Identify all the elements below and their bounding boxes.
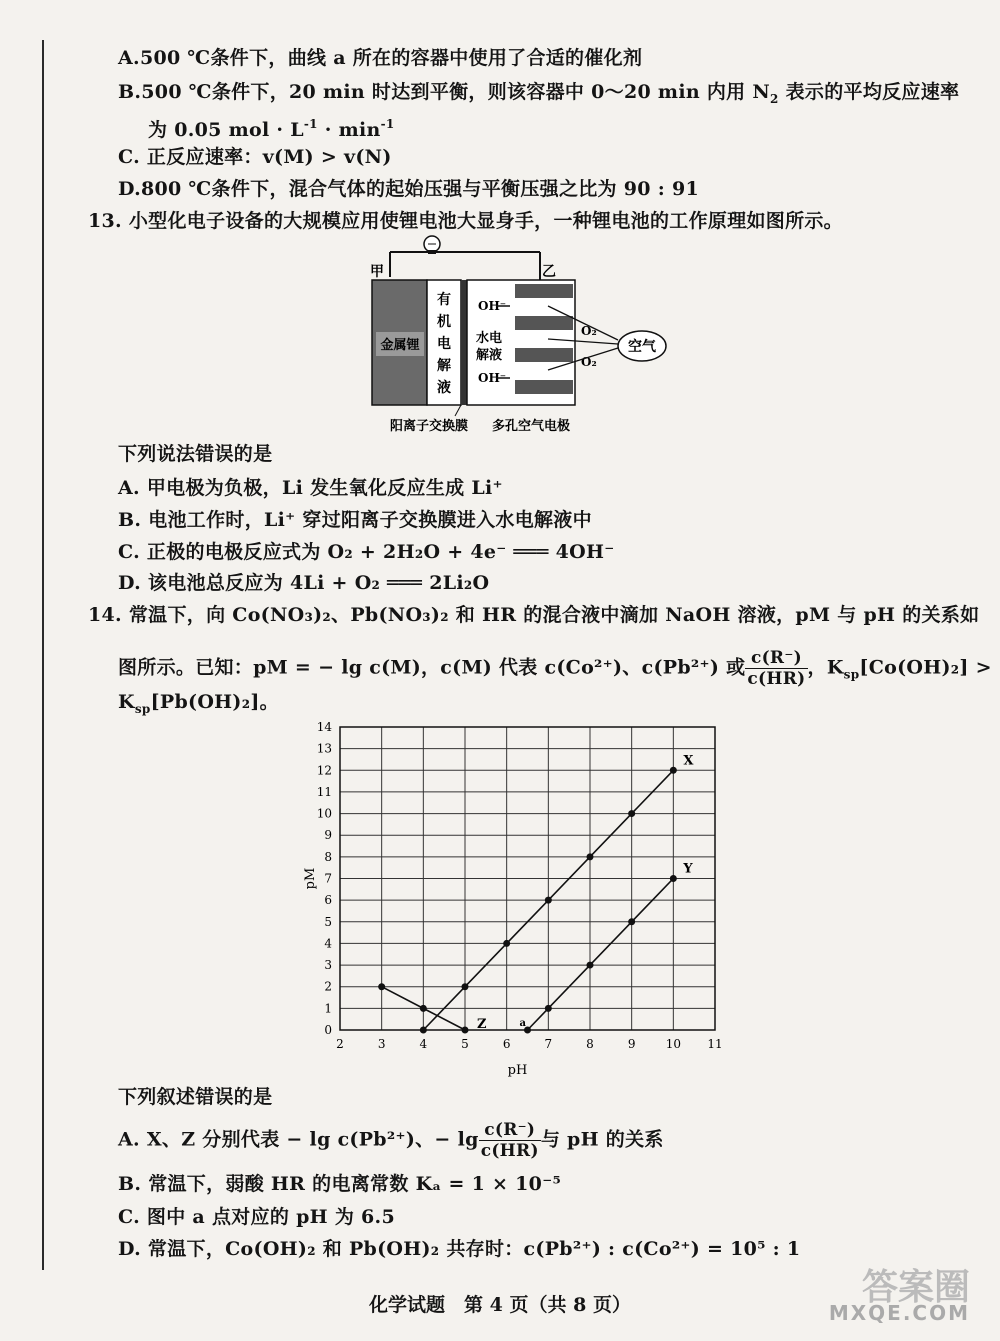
x-tick-label: 9	[627, 1037, 636, 1051]
y-tick-label: 3	[324, 958, 332, 973]
data-point-x	[545, 897, 552, 904]
q12-option-c: C. 正反应速率：v(M) > v(N)	[118, 146, 392, 168]
data-point-x	[462, 983, 469, 990]
q13-option-c: C. 正极的电极反应式为 O₂ + 2H₂O + 4e⁻ ═══ 4OH⁻	[118, 541, 615, 563]
q12-option-d: D.800 ℃条件下，混合气体的起始压强与平衡压强之比为 90 : 91	[118, 178, 699, 200]
y-tick-label: 10	[316, 806, 332, 821]
y-tick-label: 13	[316, 741, 332, 756]
label-jia: 甲	[370, 264, 384, 280]
q13-option-b: B. 电池工作时，Li⁺ 穿过阳离子交换膜进入水电解液中	[118, 509, 592, 531]
x-axis-label: pH	[507, 1063, 528, 1078]
svg-text:解: 解	[437, 358, 451, 374]
svg-text:水电: 水电	[476, 331, 503, 346]
x-tick-label: 10	[665, 1037, 681, 1051]
data-point-x	[628, 810, 635, 817]
margin-rule	[42, 40, 44, 1270]
svg-text:OH⁻: OH⁻	[478, 371, 507, 385]
svg-text:解液: 解液	[476, 348, 503, 363]
x-tick-label: 8	[586, 1037, 594, 1051]
annotation-a: a	[519, 1018, 526, 1029]
series-label-y: Y	[683, 861, 693, 877]
data-point-y	[628, 918, 635, 925]
svg-text:OH⁻: OH⁻	[478, 299, 507, 313]
y-tick-label: 11	[316, 784, 332, 799]
series-label-x: X	[683, 753, 694, 769]
y-tick-label: 8	[324, 849, 332, 864]
series-label-z: Z	[477, 1017, 487, 1032]
data-point-y	[587, 962, 594, 969]
fraction-option-a: $\frac{c(R^-)}{c(HR)}$	[480, 1120, 539, 1161]
y-tick-label: 14	[316, 720, 332, 734]
data-point-x	[503, 940, 510, 947]
data-point-x	[670, 767, 677, 774]
y-tick-label: 4	[324, 936, 332, 951]
x-tick-label: 11	[707, 1037, 723, 1051]
q12-option-b-line1: B.500 ℃条件下，20 min 时达到平衡，则该容器中 0～20 min 内用 $N_2$ 表示的平均反应速率	[118, 81, 960, 106]
q14-option-a: A. X、Z 分别代表 − lg c(Pb²⁺)、− lg $\frac{c(R^-)}{c(HR)}$ 与 pH 的关系	[118, 1120, 664, 1161]
data-point-z	[420, 1005, 427, 1012]
y-tick-label: 6	[324, 893, 332, 908]
svg-text:O₂: O₂	[581, 355, 597, 369]
watermark-logo: 答案圈 MXQE.COM	[828, 1267, 970, 1325]
svg-text:有: 有	[437, 292, 451, 308]
q14-stem-line1: 14. 常温下，向 Co(NO₃)₂、Pb(NO₃)₂ 和 HR 的混合液中滴加 NaOH 溶液，pM 与 pH 的关系如	[88, 604, 980, 626]
q13-option-d: D. 该电池总反应为 4Li + O₂ ═══ 2Li₂O	[118, 572, 490, 594]
membrane-label: 阳离子交换膜	[390, 419, 469, 434]
q14-stem-line3: $K_{sp}[Pb(OH)_2]$。	[118, 691, 279, 716]
q14-option-c: C. 图中 a 点对应的 pH 为 6.5	[118, 1206, 395, 1228]
q12-option-b-line2: 为 0.05 mol · $L^{-1} \cdot \min^{-1}$	[148, 117, 395, 141]
q14-option-d: D. 常温下，Co(OH)₂ 和 Pb(OH)₂ 共存时：c(Pb²⁺) : c(Co²⁺) = 10⁵ : 1	[118, 1238, 801, 1260]
q14-ask: 下列叙述错误的是	[118, 1086, 273, 1108]
data-point-y	[545, 1005, 552, 1012]
battery-diagram	[360, 232, 680, 437]
y-tick-label: 0	[324, 1023, 332, 1037]
q14-stem-line2: 图所示。已知：pM = − lg c(M)，c(M) 代表 c(Co²⁺)、c(Pb²⁺) 或 $\frac{c(R^-)}{c(HR)}$ ，$K_{sp}[Co(OH)_2]$ >	[118, 648, 992, 689]
svg-text:电: 电	[437, 336, 451, 352]
x-tick-label: 3	[377, 1037, 386, 1051]
data-point-z	[378, 983, 385, 990]
x-tick-label: 2	[336, 1037, 344, 1051]
q14-option-b: B. 常温下，弱酸 HR 的电离常数 Kₐ = 1 × 10⁻⁵	[118, 1173, 562, 1195]
x-tick-label: 4	[419, 1037, 428, 1051]
y-tick-label: 12	[316, 763, 332, 778]
q13-stem: 13. 小型化电子设备的大规模应用使锂电池大显身手，一种锂电池的工作原理如图所示。	[88, 210, 843, 232]
svg-text:液: 液	[437, 380, 451, 396]
fraction-r-hr: $\frac{c(R^-)}{c(HR)}$	[747, 648, 806, 689]
x-tick-label: 7	[544, 1037, 553, 1051]
q12-option-a: A.500 ℃条件下，曲线 a 所在的容器中使用了合适的催化剂	[118, 47, 643, 69]
y-axis-label: pM	[303, 867, 318, 890]
air-label: 空气	[628, 339, 656, 355]
x-tick-label: 6	[502, 1037, 511, 1051]
label-yi: 乙	[542, 264, 556, 280]
pm-ph-chart	[300, 715, 740, 1080]
q13-ask: 下列说法错误的是	[118, 443, 273, 465]
y-tick-label: 5	[324, 914, 332, 929]
page-footer: 化学试题 第 4 页（共 8 页）	[369, 1294, 631, 1316]
y-tick-label: 2	[324, 979, 332, 994]
data-point-y	[670, 875, 677, 882]
y-tick-label: 9	[324, 828, 332, 843]
q13-option-a: A. 甲电极为负极，Li 发生氧化反应生成 Li⁺	[118, 477, 503, 499]
data-point-z	[462, 1027, 469, 1034]
data-point-x	[587, 853, 594, 860]
data-point-x	[420, 1027, 427, 1034]
y-tick-label: 7	[324, 871, 332, 886]
metal-li-label: 金属锂	[380, 338, 420, 353]
svg-text:机: 机	[437, 314, 451, 330]
electrode-label: 多孔空气电极	[492, 419, 571, 434]
y-tick-label: 1	[324, 1001, 332, 1016]
svg-text:O₂: O₂	[581, 324, 597, 338]
x-tick-label: 5	[461, 1037, 469, 1051]
